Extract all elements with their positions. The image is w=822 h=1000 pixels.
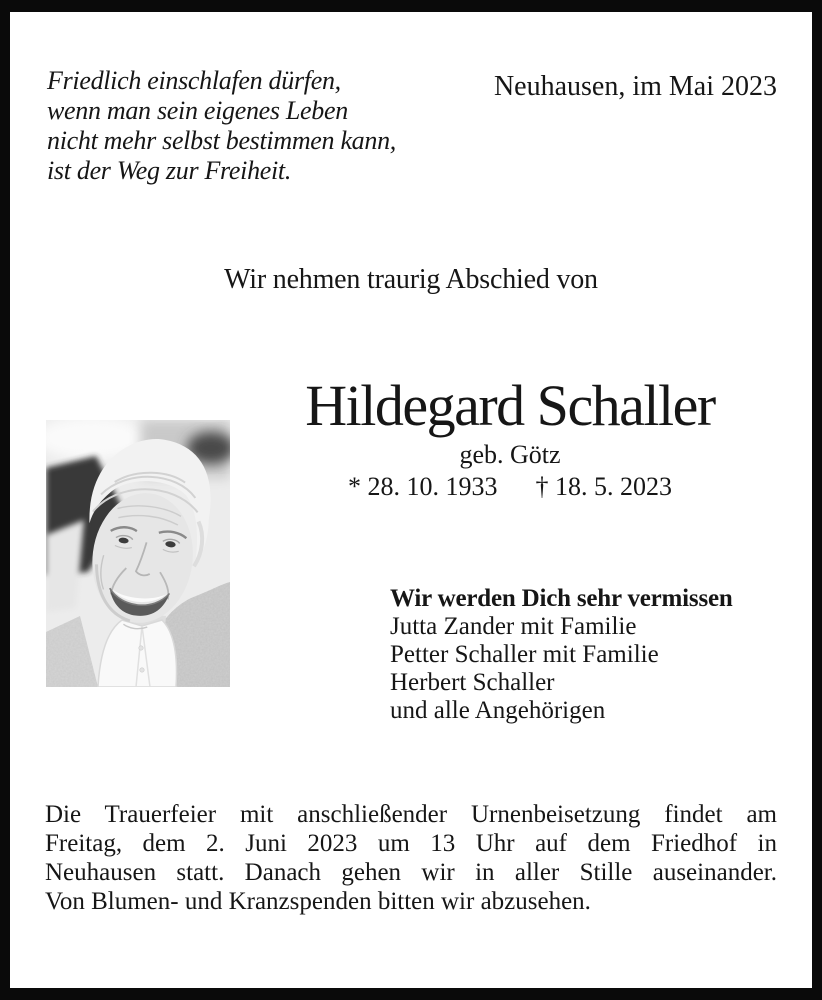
mourner-name: Jutta Zander mit Familie [390, 613, 637, 640]
funeral-line: Die Trauerfeier mit anschließender Urnenbeisetzung findet am [45, 801, 777, 828]
intro-line: Wir nehmen traurig Abschied von [224, 264, 598, 295]
epigraph-line: Friedlich einschlafen dürfen, [47, 66, 341, 95]
life-dates [230, 472, 790, 502]
maiden-name: geb. Götz [459, 440, 561, 469]
location-dateline: Neuhausen, im Mai 2023 [493, 71, 777, 102]
epigraph-line: wenn man sein eigenes Leben [47, 96, 348, 125]
birth-date: * 28. 10. 1933 [348, 472, 498, 501]
funeral-line: Neuhausen statt. Danach gehen wir in aller Stille auseinander. [45, 859, 777, 886]
funeral-line: Von Blumen- und Kranzspenden bitten wir abzusehen. [45, 888, 591, 915]
name-block [230, 373, 790, 502]
portrait-photo [46, 420, 230, 687]
portrait-photo-drawing [46, 420, 230, 687]
epigraph [47, 66, 396, 186]
epigraph-line: ist der Weg zur Freiheit. [47, 156, 292, 185]
epigraph-line: nicht mehr selbst bestimmen kann, [47, 126, 396, 155]
funeral-line: Freitag, dem 2. Juni 2023 um 13 Uhr auf dem Friedhof in [45, 830, 777, 857]
mourner-name: Herbert Schaller [390, 669, 555, 696]
deceased-name: Hildegard Schaller [305, 373, 715, 438]
funeral-paragraph [45, 800, 777, 916]
death-date: † 18. 5. 2023 [535, 472, 672, 501]
mourner-name: und alle Angehörigen [390, 697, 606, 724]
farewell-heading: Wir werden Dich sehr vermissen [390, 585, 733, 612]
mourner-name: Petter Schaller mit Familie [390, 641, 659, 668]
mourners-block [390, 585, 733, 725]
